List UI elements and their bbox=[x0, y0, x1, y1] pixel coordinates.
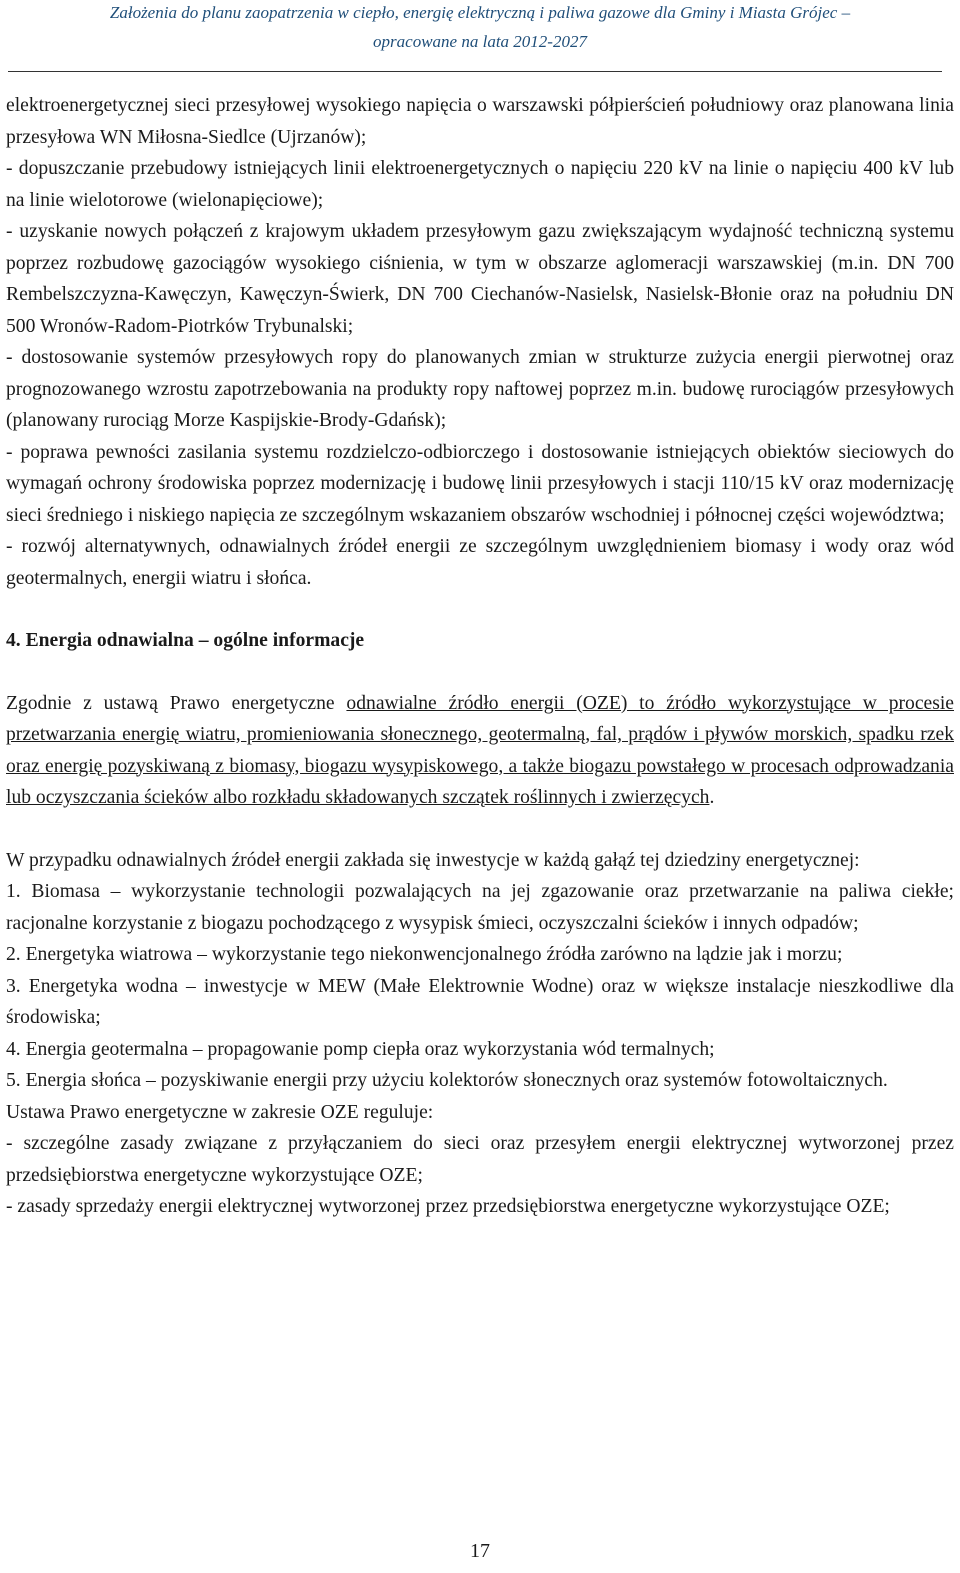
spacer bbox=[6, 594, 954, 625]
list-item: 1. Biomasa – wykorzystanie technologii pozwalających na jej zgazowanie oraz przetwarzanie na paliwa ciekłe; racjonalne korzystanie z biogazu pochodzącego z wysypisk śmieci, oczyszczalni ścieków i innych odpadów; bbox=[6, 881, 954, 934]
list-item: 2. Energetyka wiatrowa – wykorzystanie tego niekonwencjonalnego źródła zarówno na lądzie jak i morzu; bbox=[6, 944, 843, 965]
list-item: 4. Energia geotermalna – propagowanie pomp ciepła oraz wykorzystania wód termalnych; bbox=[6, 1038, 715, 1060]
header-divider bbox=[8, 71, 942, 72]
oze-definition-underlined: odnawialne źródło energii (OZE) to źródło wykorzystujące w procesie przetwarzania energię wiatru, promieniowania słonecznego, geotermalną, fal, prądów i pływów morskich, spadku rzek oraz energię pozyskiwaną z biomasy, biogazu wysypiskowego, a także biogazu powstałego w procesach odprowadzania lub oczyszczania ścieków albo rozkładu składowanych szczątek roślinnych i zwierzęcych bbox=[6, 692, 954, 808]
page-number: 17 bbox=[470, 1540, 490, 1562]
body-paragraph: - poprawa pewności zasilania systemu rozdzielczo-odbiorczego i dostosowanie istniejących obiektów sieciowych do wymagań ochrony środowiska poprzez modernizację i budowę linii przesyłowych i stacji 110/15 kV oraz modernizację sieci średniego i niskiego napięcia ze szczególnym wskazaniem obszarów wschodniej i północnej części województwa; bbox=[6, 441, 954, 526]
body-paragraph: - uzyskanie nowych połączeń z krajowym układem przesyłowym gazu zwiększającym wydajność techniczną systemu poprzez rozbudowę gazociągów wysokiego ciśnienia, w tym w obszarze aglomeracji warszawskiej (m.in. DN 700 Rembelszczyzna-Kawęczyn, Kawęczyn-Świerk, DN 700 Ciechanów-Nasielsk, Nasielsk-Błonie oraz na południu DN 500 Wronów-Radom-Piotrków Trybunalski; bbox=[6, 221, 954, 337]
list-item: - zasady sprzedaży energii elektrycznej wytworzonej przez przedsiębiorstwa energetyczne wykorzystujące OZE; bbox=[6, 1196, 890, 1217]
definition-end: . bbox=[709, 787, 715, 808]
document-body bbox=[6, 90, 954, 1223]
list-item: 3. Energetyka wodna – inwestycje w MEW (Małe Elektrownie Wodne) oraz w większe instalacje nieszkodliwe dla środowiska; bbox=[6, 975, 954, 1028]
spacer bbox=[6, 814, 954, 845]
body-paragraph: elektroenergetycznej sieci przesyłowej wysokiego napięcia o warszawski półpierścień południowy oraz planowana linia przesyłowa WN Miłosna-Siedlce (Ujrzanów); bbox=[6, 95, 954, 148]
header-title: Założenia do planu zaopatrzenia w ciepło, energię elektryczną i paliwa gazowe dla Gminy i Miasta Grójec – bbox=[109, 3, 851, 22]
law-intro: Ustawa Prawo energetyczne w zakresie OZE reguluje: bbox=[6, 1101, 434, 1123]
definition-lead: Zgodnie z ustawą Prawo energetyczne bbox=[6, 692, 347, 714]
investment-intro: W przypadku odnawialnych źródeł energii zakłada się inwestycje w każdą gałąź tej dziedziny energetycznej: bbox=[6, 849, 860, 871]
oze-definition-paragraph bbox=[6, 688, 954, 814]
list-item: - szczególne zasady związane z przyłączaniem do sieci oraz przesyłem energii elektrycznej wytworzonej przez przedsiębiorstwa energetyczne wykorzystujące OZE; bbox=[6, 1133, 954, 1186]
list-item: 5. Energia słońca – pozyskiwanie energii przy użyciu kolektorów słonecznych oraz systemów fotowoltaicznych. bbox=[6, 1070, 888, 1091]
body-paragraph: - rozwój alternatywnych, odnawialnych źródeł energii ze szczególnym uwzględnieniem biomasy i wody oraz wód geotermalnych, energii wiatru i słońca. bbox=[6, 536, 954, 589]
body-paragraph: - dostosowanie systemów przesyłowych ropy do planowanych zmian w strukturze zużycia energii pierwotnej oraz prognozowanego wzrostu zapotrzebowania na produkty ropy naftowej poprzez m.in. budowę rurociągów przesyłowych (planowany rurociąg Morze Kaspijskie-Brody-Gdańsk); bbox=[6, 347, 954, 431]
header-subtitle: opracowane na lata 2012-2027 bbox=[373, 32, 587, 51]
spacer bbox=[6, 657, 954, 688]
body-paragraph: - dopuszczanie przebudowy istniejących linii elektroenergetycznych o napięciu 220 kV na linie o napięciu 400 kV lub na linie wielotorowe (wielonapięciowe); bbox=[6, 158, 954, 211]
section-heading: 4. Energia odnawialna – ogólne informacje bbox=[6, 630, 365, 651]
